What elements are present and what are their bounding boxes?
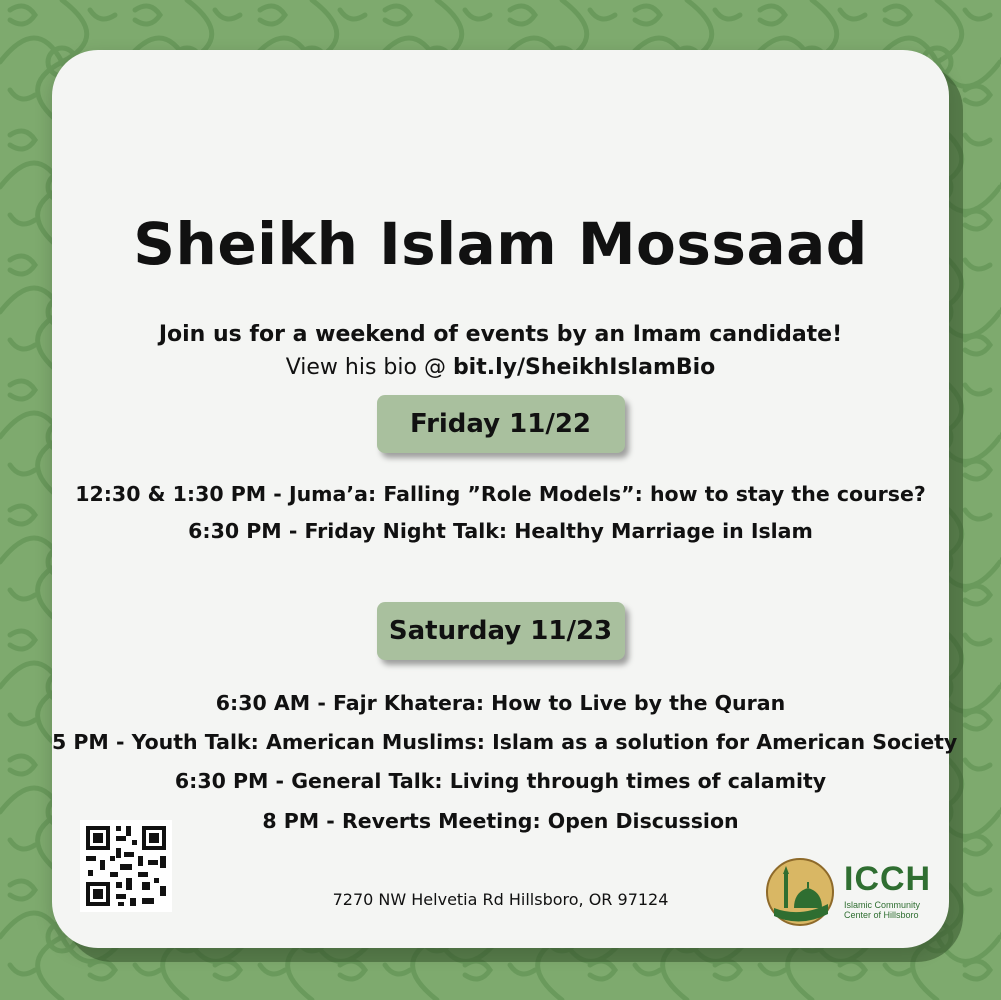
event-item: 8 PM - Reverts Meeting: Open Discussion — [262, 809, 739, 833]
event-item: 6:30 PM - General Talk: Living through times of calamity — [174, 769, 827, 793]
event-card — [52, 50, 958, 948]
bio-line — [52, 355, 949, 380]
page-title: Sheikh Islam Mossaad — [133, 210, 868, 278]
subtitle: Join us for a weekend of events by an Imam candidate! — [158, 322, 843, 347]
day-badge-saturday: Saturday 11/23 — [377, 602, 625, 660]
address: 7270 NW Helvetia Rd Hillsboro, OR 97124 — [332, 890, 669, 909]
day-badge-friday: Friday 11/22 — [377, 395, 625, 453]
logo-full-name: Islamic Community Center of Hillsboro — [844, 900, 921, 920]
bio-prefix: View his bio @ — [285, 355, 453, 380]
mosque-logo-icon — [764, 856, 836, 928]
event-item: 6:30 AM - Fajr Khatera: How to Live by the Quran — [215, 691, 786, 715]
event-item: 12:30 & 1:30 PM - Juma’a: Falling ”Role Models”: how to stay the course? — [75, 482, 926, 506]
icch-logo — [764, 856, 944, 926]
logo-abbreviation: ICCH — [844, 860, 932, 898]
event-item: 6:30 PM - Friday Night Talk: Healthy Marriage in Islam — [188, 519, 813, 543]
bio-link[interactable]: bit.ly/SheikhIslamBio — [452, 355, 716, 380]
event-item: 5 PM - Youth Talk: American Muslims: Islam as a solution for American Society — [52, 730, 958, 754]
